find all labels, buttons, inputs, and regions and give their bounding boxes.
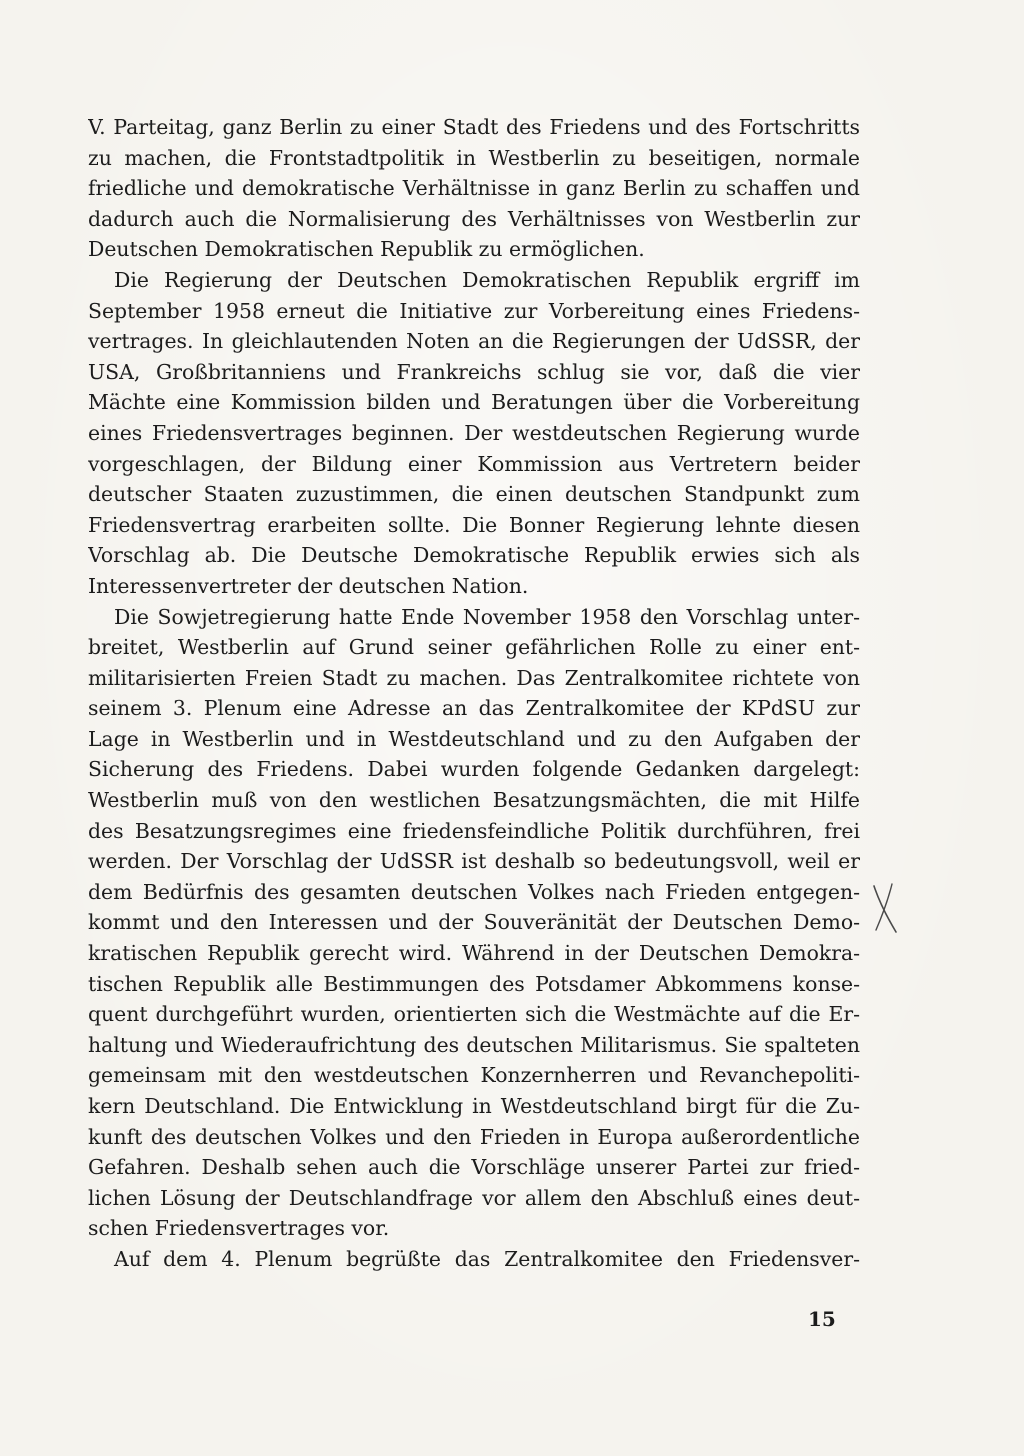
text-line: Die Sowjetregierung hatte Ende November 1958 den Vorschlag unter- bbox=[114, 604, 860, 629]
text-line: vorgeschlagen, der Bildung einer Kommission aus Vertretern beider bbox=[88, 451, 860, 476]
text-line: kunft des deutschen Volkes und den Frieden in Europa außerordentliche bbox=[88, 1124, 860, 1149]
body-text bbox=[88, 112, 860, 1275]
text-line: militarisierten Freien Stadt zu machen. Das Zentralkomitee richtete von bbox=[88, 665, 860, 690]
text-line: kommt und den Interessen und der Souveränität der Deutschen Demo- bbox=[88, 910, 860, 935]
text-line: friedliche und demokratische Verhältnisse in ganz Berlin zu schaffen und bbox=[88, 176, 860, 201]
handwritten-cross-mark-icon bbox=[866, 880, 906, 940]
text-line: V. Parteitag, ganz Berlin zu einer Stadt des Friedens und des Fortschritts bbox=[88, 115, 860, 139]
text-line: Interessenvertreter der deutschen Nation. bbox=[88, 573, 529, 598]
text-line: Vorschlag ab. Die Deutsche Demokratische Republik erwies sich als bbox=[88, 543, 860, 568]
text-line: vertrages. In gleichlautenden Noten an die Regierungen der UdSSR, der bbox=[88, 329, 860, 354]
text-line: gemeinsam mit den westdeutschen Konzernherren und Revanchepoliti- bbox=[88, 1063, 860, 1088]
text-line: haltung und Wiederaufrichtung des deutschen Militarismus. Sie spalteten bbox=[88, 1032, 860, 1057]
text-line: Deutschen Demokratischen Republik zu ermöglichen. bbox=[88, 237, 645, 262]
text-line: eines Friedensvertrages beginnen. Der westdeutschen Regierung wurde bbox=[88, 420, 860, 445]
text-line: deutscher Staaten zuzustimmen, die einen deutschen Standpunkt zum bbox=[88, 482, 860, 507]
text-line: Westberlin muß von den westlichen Besatzungsmächten, die mit Hilfe bbox=[88, 788, 860, 813]
text-line: Sicherung des Friedens. Dabei wurden folgende Gedanken dargelegt: bbox=[88, 757, 860, 782]
text-line: dadurch auch die Normalisierung des Verhältnisses von Westberlin zur bbox=[88, 206, 860, 231]
text-line: tischen Republik alle Bestimmungen des Potsdamer Abkommens konse- bbox=[88, 971, 860, 996]
page-number: 15 bbox=[808, 1307, 836, 1331]
text-line: Friedensvertrag erarbeiten sollte. Die Bonner Regierung lehnte diesen bbox=[88, 512, 860, 537]
text-line: schen Friedensvertrages vor. bbox=[88, 1216, 390, 1241]
text-line: Mächte eine Kommission bilden und Beratungen über die Vorbereitung bbox=[88, 390, 860, 415]
text-line: quent durchgeführt wurden, orientierten sich die Westmächte auf die Er- bbox=[88, 1002, 860, 1027]
text-line: Die Regierung der Deutschen Demokratischen Republik ergriff im bbox=[114, 267, 860, 292]
text-line: kern Deutschland. Die Entwicklung in Westdeutschland birgt für die Zu- bbox=[88, 1094, 860, 1118]
text-line: dem Bedürfnis des gesamten deutschen Volkes nach Frieden entgegen- bbox=[88, 879, 860, 904]
text-line: seinem 3. Plenum eine Adresse an das Zentralkomitee der KPdSU zur bbox=[88, 696, 860, 721]
text-line: breitet, Westberlin auf Grund seiner gefährlichen Rolle zu einer ent- bbox=[88, 635, 860, 660]
text-line: lichen Lösung der Deutschlandfrage vor allem den Abschluß eines deut- bbox=[88, 1185, 860, 1210]
text-line: werden. Der Vorschlag der UdSSR ist deshalb so bedeutungsvoll, weil er bbox=[88, 849, 860, 874]
text-line: Lage in Westberlin und in Westdeutschland und zu den Aufgaben der bbox=[88, 726, 860, 751]
text-line: Gefahren. Deshalb sehen auch die Vorschläge unserer Partei zur fried- bbox=[88, 1155, 860, 1180]
text-line: Auf dem 4. Plenum begrüßte das Zentralkomitee den Friedensver- bbox=[114, 1246, 860, 1271]
text-line: des Besatzungsregimes eine friedensfeindliche Politik durchführen, frei bbox=[88, 818, 860, 843]
text-line: USA, Großbritanniens und Frankreichs schlug sie vor, daß die vier bbox=[88, 359, 860, 384]
text-line: kratischen Republik gerecht wird. Während in der Deutschen Demokra- bbox=[88, 941, 860, 966]
text-line: September 1958 erneut die Initiative zur Vorbereitung eines Friedens- bbox=[88, 298, 860, 323]
text-line: zu machen, die Frontstadtpolitik in Westberlin zu beseitigen, normale bbox=[88, 145, 860, 170]
